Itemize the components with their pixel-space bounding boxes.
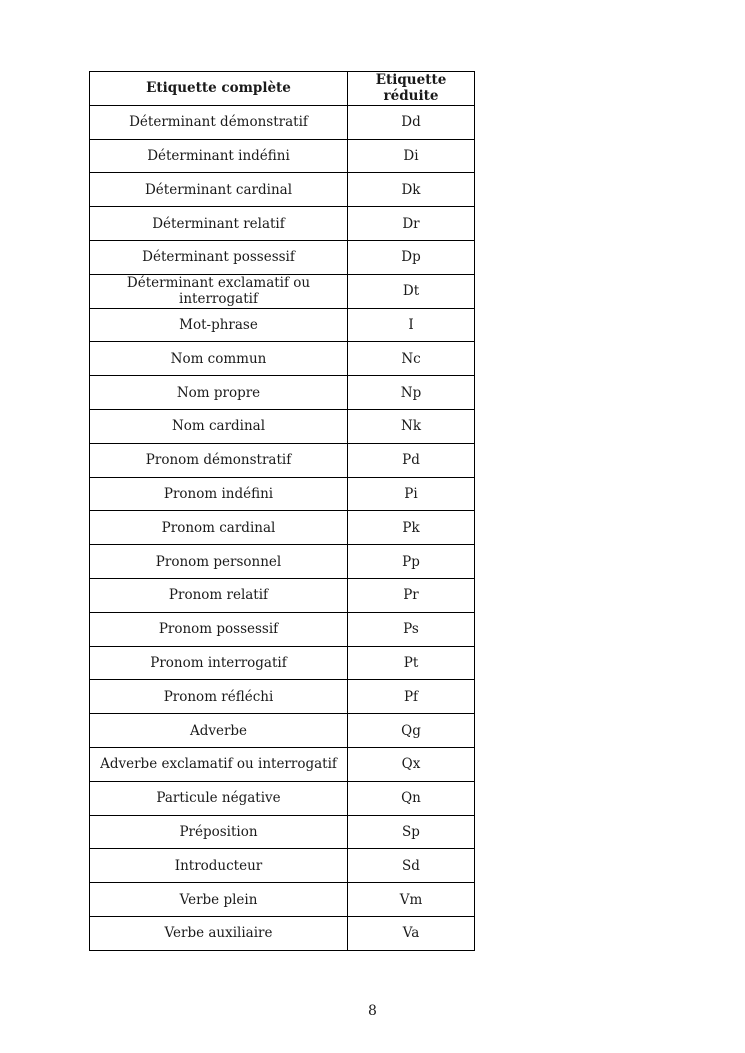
short-label-cell: Pi: [348, 477, 475, 511]
full-label-cell: Adverbe: [90, 714, 348, 748]
table-row: [90, 139, 475, 173]
short-label-cell: Sp: [348, 815, 475, 849]
full-label-cell: Nom commun: [90, 342, 348, 376]
full-label-cell: Pronom relatif: [90, 578, 348, 612]
short-label-cell: Vm: [348, 883, 475, 917]
short-label-cell: Nc: [348, 342, 475, 376]
table-row: [90, 646, 475, 680]
table-row: [90, 578, 475, 612]
table-row: [90, 173, 475, 207]
short-label-cell: Pf: [348, 680, 475, 714]
full-label-cell: Déterminant cardinal: [90, 173, 348, 207]
short-label-cell: Dp: [348, 240, 475, 274]
full-label-cell: Pronom personnel: [90, 545, 348, 579]
short-label-cell: Pp: [348, 545, 475, 579]
table-row: [90, 240, 475, 274]
table-row: [90, 612, 475, 646]
header-short-label: Etiquette réduite: [348, 72, 475, 106]
short-label-cell: Pt: [348, 646, 475, 680]
table-row: [90, 883, 475, 917]
short-label-cell: Pr: [348, 578, 475, 612]
table-header-row: [90, 72, 475, 106]
full-label-cell: Pronom indéfini: [90, 477, 348, 511]
header-full-label: Etiquette complète: [90, 72, 348, 106]
full-label-cell: Pronom démonstratif: [90, 443, 348, 477]
full-label-cell: Mot-phrase: [90, 308, 348, 342]
full-label-cell: Introducteur: [90, 849, 348, 883]
full-label-cell: Déterminant indéfini: [90, 139, 348, 173]
short-label-cell: Va: [348, 916, 475, 950]
short-label-cell: Dk: [348, 173, 475, 207]
short-label-cell: Nk: [348, 409, 475, 443]
table-row: [90, 342, 475, 376]
full-label-cell: Adverbe exclamatif ou interrogatif: [90, 747, 348, 781]
full-label-cell: Déterminant exclamatif ou interrogatif: [90, 274, 348, 308]
page-number: 8: [368, 1003, 377, 1019]
table-row: [90, 680, 475, 714]
full-label-cell: Pronom réfléchi: [90, 680, 348, 714]
full-label-cell: Nom cardinal: [90, 409, 348, 443]
table-row: [90, 376, 475, 410]
table-row: [90, 781, 475, 815]
short-label-cell: Qn: [348, 781, 475, 815]
table-row: [90, 477, 475, 511]
table-row: [90, 274, 475, 308]
full-label-cell: Pronom possessif: [90, 612, 348, 646]
short-label-cell: Pd: [348, 443, 475, 477]
full-label-cell: Pronom interrogatif: [90, 646, 348, 680]
full-label-cell: Verbe auxiliaire: [90, 916, 348, 950]
short-label-cell: Np: [348, 376, 475, 410]
table-row: [90, 409, 475, 443]
table-row: [90, 443, 475, 477]
short-label-cell: Dd: [348, 105, 475, 139]
full-label-cell: Déterminant démonstratif: [90, 105, 348, 139]
full-label-cell: Préposition: [90, 815, 348, 849]
tag-table: [89, 71, 475, 951]
short-label-cell: Qg: [348, 714, 475, 748]
table-row: [90, 849, 475, 883]
short-label-cell: Dr: [348, 207, 475, 241]
table-row: [90, 207, 475, 241]
full-label-cell: Pronom cardinal: [90, 511, 348, 545]
short-label-cell: Ps: [348, 612, 475, 646]
full-label-cell: Verbe plein: [90, 883, 348, 917]
table-row: [90, 714, 475, 748]
short-label-cell: Qx: [348, 747, 475, 781]
table-row: [90, 308, 475, 342]
short-label-cell: Dt: [348, 274, 475, 308]
short-label-cell: Sd: [348, 849, 475, 883]
table-body: [90, 105, 475, 950]
full-label-cell: Déterminant relatif: [90, 207, 348, 241]
full-label-cell: Déterminant possessif: [90, 240, 348, 274]
table-row: [90, 511, 475, 545]
short-label-cell: I: [348, 308, 475, 342]
short-label-cell: Di: [348, 139, 475, 173]
table-row: [90, 105, 475, 139]
table-row: [90, 916, 475, 950]
full-label-cell: Particule négative: [90, 781, 348, 815]
table-row: [90, 747, 475, 781]
table-row: [90, 545, 475, 579]
short-label-cell: Pk: [348, 511, 475, 545]
table-row: [90, 815, 475, 849]
full-label-cell: Nom propre: [90, 376, 348, 410]
